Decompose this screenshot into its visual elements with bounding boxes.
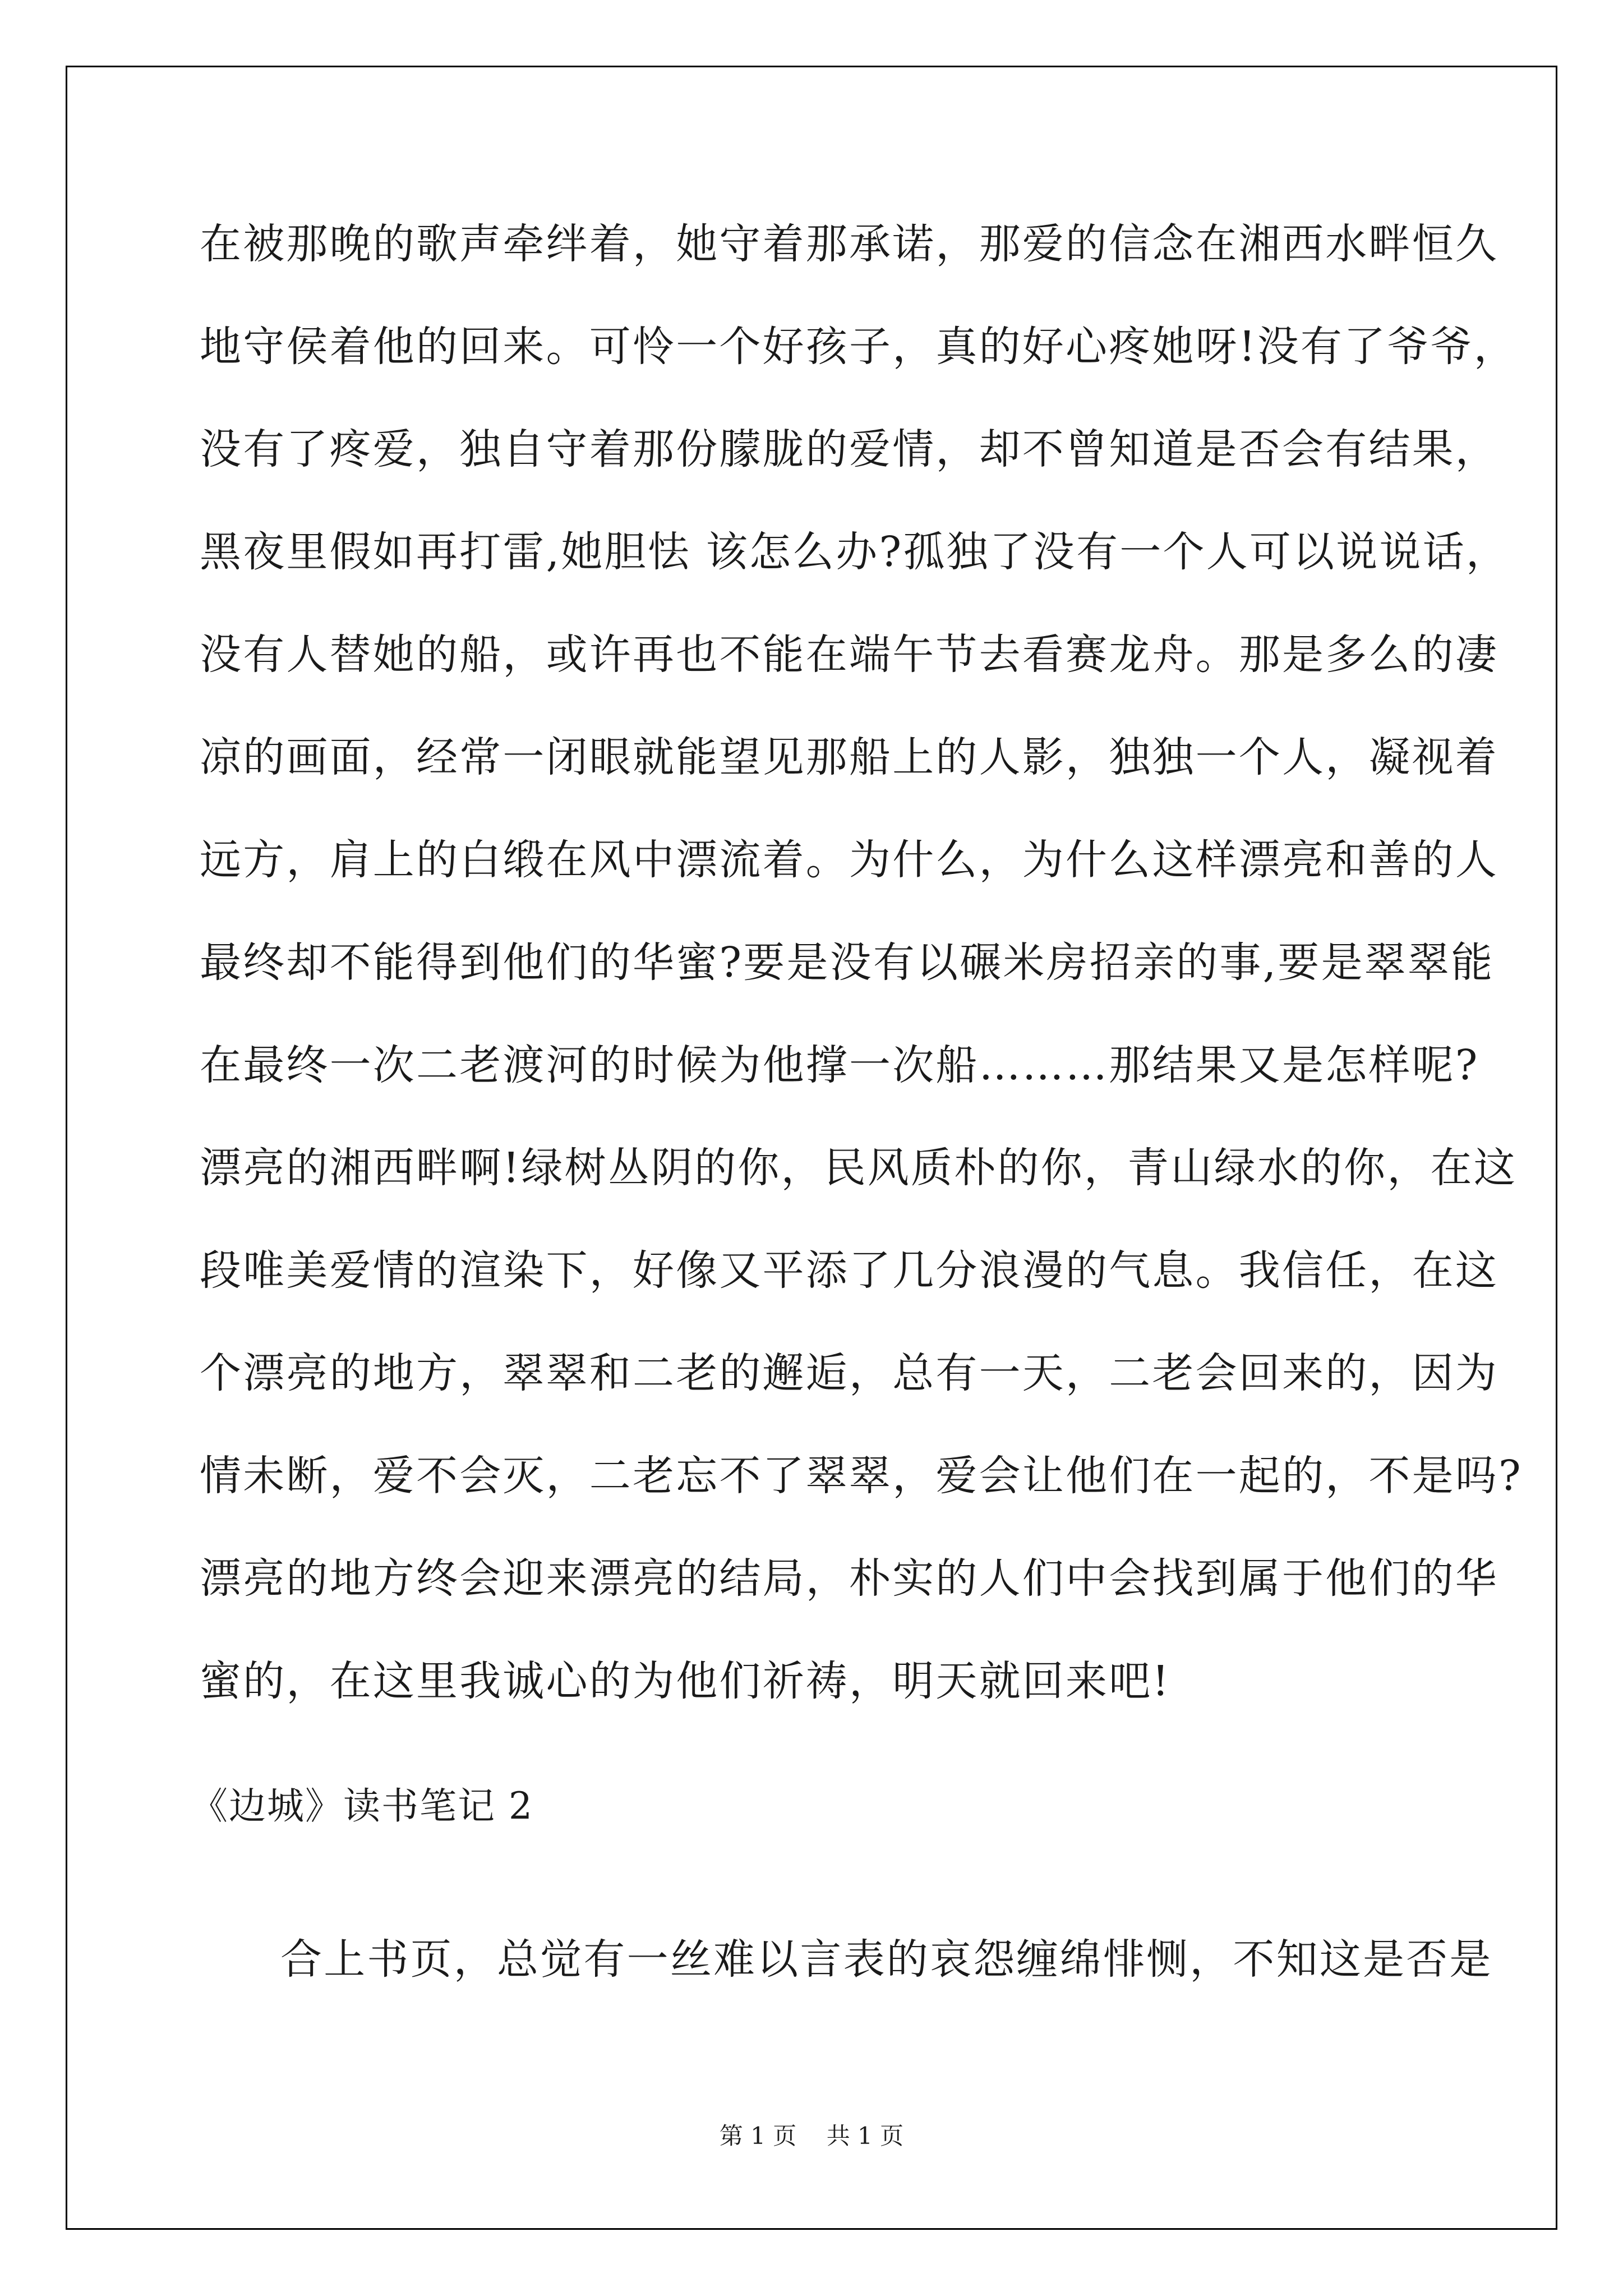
text-line: 没有了疼爱，独自守着那份朦胧的爱情，却不曾知道是否会有结果， xyxy=(200,425,1498,473)
paragraph-start: 合上书页，总觉有一丝难以言表的哀怨缠绵悱恻，不知这是否是 xyxy=(280,1935,1493,1984)
text-line: 远方，肩上的白缎在风中漂流着。为什么，为什么这样漂亮和善的人 xyxy=(200,836,1498,884)
text-line: 在最终一次二老渡河的时候为他撑一次船………那结果又是怎样呢? xyxy=(200,1041,1479,1089)
text-line: 段唯美爱情的渲染下，好像又平添了几分浪漫的气息。我信任，在这 xyxy=(200,1246,1498,1295)
text-line: 蜜的，在这里我诚心的为他们祈祷，明天就回来吧! xyxy=(200,1657,1171,1705)
text-line: 最终却不能得到他们的华蜜?要是没有以碾米房招亲的事,要是翠翠能 xyxy=(200,938,1495,987)
text-line: 在被那晚的歌声牵绊着，她守着那承诺，那爱的信念在湘西水畔恒久 xyxy=(200,220,1498,268)
document-body xyxy=(200,213,1523,1753)
text-line: 凉的画面，经常一闭眼就能望见那船上的人影，独独一个人，凝视着 xyxy=(200,733,1498,781)
text-line: 漂亮的湘西畔啊!绿树丛阴的你，民风质朴的你，青山绿水的你，在这 xyxy=(200,1144,1517,1192)
text-line: 个漂亮的地方，翠翠和二老的邂逅，总有一天，二老会回来的，因为 xyxy=(200,1349,1498,1397)
text-line: 情未断，爱不会灭，二老忘不了翠翠，爱会让他们在一起的，不是吗? xyxy=(200,1452,1523,1500)
text-line: 漂亮的地方终会迎来漂亮的结局，朴实的人们中会找到属于他们的华 xyxy=(200,1554,1498,1603)
text-line: 没有人替她的船，或许再也不能在端午节去看赛龙舟。那是多么的凄 xyxy=(200,631,1498,679)
section-heading: 《边城》读书笔记 2 xyxy=(191,1784,533,1828)
text-line: 黑夜里假如再打雷,她胆怯 该怎么办?孤独了没有一个人可以说说话， xyxy=(200,528,1510,576)
text-line: 地守侯着他的回来。可怜一个好孩子，真的好心疼她呀!没有了爷爷， xyxy=(200,323,1517,371)
page-number: 第 1 页 共 1 页 xyxy=(719,2122,904,2150)
